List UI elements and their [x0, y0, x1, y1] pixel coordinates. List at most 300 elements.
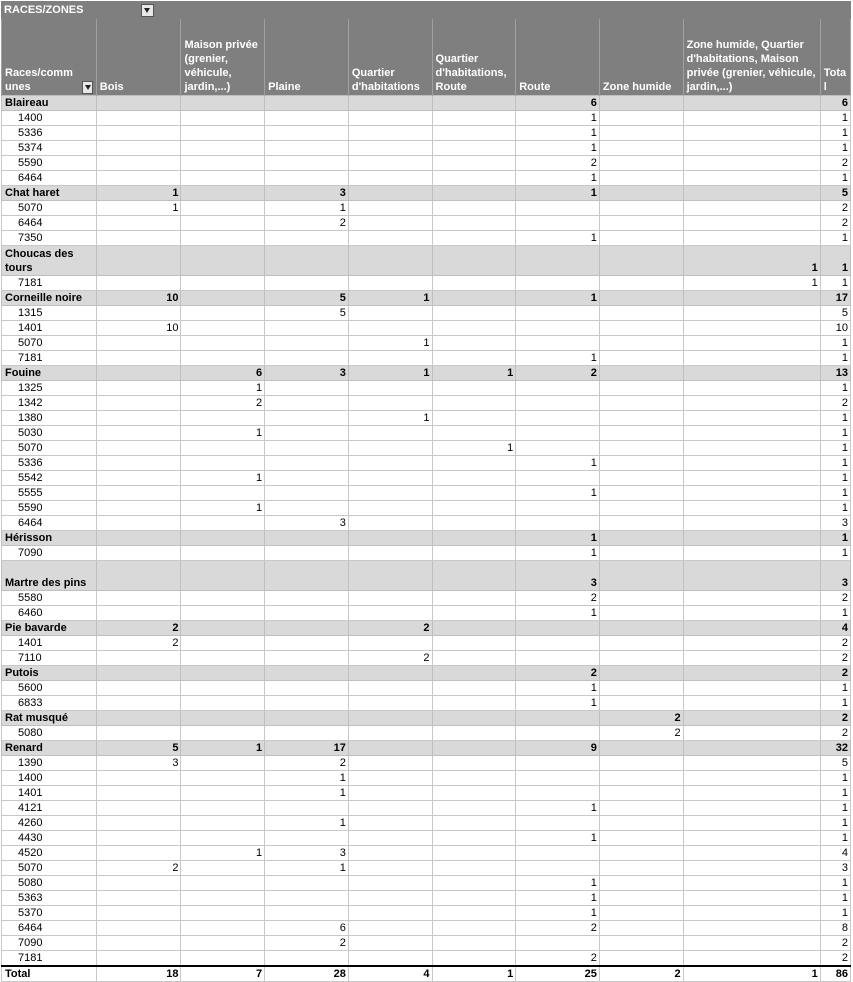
table-row: [2, 456, 851, 471]
value-cell: [432, 711, 516, 726]
table-row: [2, 861, 851, 876]
value-cell: [683, 231, 820, 246]
value-cell: [683, 291, 820, 306]
value-cell: [265, 561, 349, 591]
row-label: 5336: [2, 456, 97, 471]
value-cell: 2: [599, 726, 683, 741]
value-cell: [348, 516, 432, 531]
value-cell: [96, 441, 181, 456]
value-cell: 3: [516, 561, 600, 591]
value-cell: [265, 471, 349, 486]
value-cell: [599, 906, 683, 921]
value-cell: 9: [516, 741, 600, 756]
value-cell: 1: [820, 501, 850, 516]
value-cell: 1: [516, 486, 600, 501]
value-cell: [683, 426, 820, 441]
value-cell: [181, 171, 265, 186]
value-cell: [683, 381, 820, 396]
row-label: 5590: [2, 156, 97, 171]
value-cell: [181, 621, 265, 636]
value-cell: [683, 111, 820, 126]
value-cell: [599, 861, 683, 876]
value-cell: [683, 801, 820, 816]
value-cell: [683, 561, 820, 591]
value-cell: [432, 306, 516, 321]
value-cell: [181, 156, 265, 171]
value-cell: [181, 681, 265, 696]
value-cell: [96, 111, 181, 126]
filter-dropdown-icon[interactable]: [141, 4, 154, 17]
value-cell: [683, 321, 820, 336]
value-cell: [599, 696, 683, 711]
row-label: 5363: [2, 891, 97, 906]
value-cell: [599, 216, 683, 231]
value-cell: [432, 276, 516, 291]
row-label: Corneille noire: [2, 291, 97, 306]
value-cell: 1: [820, 546, 850, 561]
value-cell: [265, 411, 349, 426]
value-cell: [516, 711, 600, 726]
value-cell: 17: [265, 741, 349, 756]
group-row: [2, 666, 851, 681]
value-cell: [432, 471, 516, 486]
table-row: [2, 906, 851, 921]
value-cell: 1: [820, 456, 850, 471]
value-cell: [96, 726, 181, 741]
value-cell: 10: [96, 291, 181, 306]
value-cell: [181, 516, 265, 531]
value-cell: [265, 501, 349, 516]
value-cell: 1: [181, 426, 265, 441]
value-cell: [265, 696, 349, 711]
value-cell: 1: [820, 696, 850, 711]
value-cell: [516, 441, 600, 456]
row-label: 4430: [2, 831, 97, 846]
value-cell: [432, 846, 516, 861]
value-cell: 1: [516, 906, 600, 921]
value-cell: [599, 96, 683, 111]
value-cell: [96, 681, 181, 696]
value-cell: [96, 426, 181, 441]
value-cell: 2: [599, 711, 683, 726]
value-cell: 1: [683, 276, 820, 291]
value-cell: [96, 951, 181, 967]
value-cell: 2: [96, 621, 181, 636]
value-cell: [599, 231, 683, 246]
value-cell: 1: [181, 471, 265, 486]
table-row: [2, 156, 851, 171]
table-row: [2, 921, 851, 936]
value-cell: 4: [348, 966, 432, 982]
row-label: 7181: [2, 351, 97, 366]
value-cell: [516, 306, 600, 321]
value-cell: [432, 801, 516, 816]
value-cell: [265, 321, 349, 336]
value-cell: 2: [265, 936, 349, 951]
value-cell: 2: [820, 951, 850, 967]
value-cell: [181, 546, 265, 561]
value-cell: [599, 351, 683, 366]
value-cell: [348, 141, 432, 156]
value-cell: [348, 786, 432, 801]
value-cell: [96, 921, 181, 936]
value-cell: [516, 411, 600, 426]
value-cell: [432, 381, 516, 396]
value-cell: [181, 936, 265, 951]
value-cell: [683, 651, 820, 666]
value-cell: 1: [820, 771, 850, 786]
value-cell: 7: [181, 966, 265, 982]
value-cell: [599, 936, 683, 951]
value-cell: [96, 96, 181, 111]
value-cell: [683, 471, 820, 486]
value-cell: [432, 246, 516, 276]
group-row: [2, 246, 851, 276]
row-label: Chat haret: [2, 186, 97, 201]
value-cell: [432, 231, 516, 246]
value-cell: [96, 351, 181, 366]
value-cell: 4: [820, 846, 850, 861]
row-label: 5336: [2, 126, 97, 141]
value-cell: [432, 906, 516, 921]
value-cell: 1: [516, 891, 600, 906]
value-cell: [348, 231, 432, 246]
row-label: Martre des pins: [2, 561, 97, 591]
value-cell: [96, 936, 181, 951]
value-cell: [432, 186, 516, 201]
value-cell: [348, 666, 432, 681]
value-cell: [265, 681, 349, 696]
value-cell: [265, 711, 349, 726]
value-cell: [432, 501, 516, 516]
row-label: 5370: [2, 906, 97, 921]
value-cell: [96, 666, 181, 681]
group-row: [2, 96, 851, 111]
value-cell: 1: [820, 231, 850, 246]
value-cell: 17: [820, 291, 850, 306]
value-cell: [181, 861, 265, 876]
value-cell: [265, 336, 349, 351]
value-cell: [348, 186, 432, 201]
value-cell: [599, 366, 683, 381]
value-cell: [181, 951, 265, 967]
value-cell: 18: [96, 966, 181, 982]
value-cell: [348, 636, 432, 651]
group-row: [2, 531, 851, 546]
value-cell: 1: [432, 966, 516, 982]
table-row: [2, 171, 851, 186]
pivot-table: [1, 1, 851, 982]
value-cell: [599, 681, 683, 696]
value-cell: [96, 561, 181, 591]
value-cell: [181, 306, 265, 321]
value-cell: [96, 696, 181, 711]
value-cell: [432, 426, 516, 441]
value-cell: [683, 201, 820, 216]
value-cell: [432, 606, 516, 621]
table-row: [2, 651, 851, 666]
value-cell: [432, 336, 516, 351]
value-cell: [265, 801, 349, 816]
value-cell: 1: [820, 411, 850, 426]
value-cell: 1: [265, 816, 349, 831]
value-cell: [265, 126, 349, 141]
row-label: 5070: [2, 336, 97, 351]
value-cell: 1: [432, 366, 516, 381]
value-cell: [96, 396, 181, 411]
value-cell: [96, 846, 181, 861]
value-cell: [432, 456, 516, 471]
row-label: Fouine: [2, 366, 97, 381]
value-cell: [348, 756, 432, 771]
table-row: [2, 876, 851, 891]
value-cell: [599, 816, 683, 831]
value-cell: [348, 696, 432, 711]
value-cell: [265, 951, 349, 967]
value-cell: [683, 846, 820, 861]
row-label: 5542: [2, 471, 97, 486]
row-label: 1400: [2, 771, 97, 786]
value-cell: [432, 651, 516, 666]
value-cell: [683, 501, 820, 516]
row-label: 1401: [2, 786, 97, 801]
value-cell: 2: [820, 156, 850, 171]
value-cell: [265, 726, 349, 741]
value-cell: [432, 876, 516, 891]
value-cell: 10: [96, 321, 181, 336]
value-cell: 25: [516, 966, 600, 982]
value-cell: [348, 486, 432, 501]
value-cell: 1: [516, 606, 600, 621]
value-cell: [516, 816, 600, 831]
value-cell: [96, 141, 181, 156]
column-header: Route: [516, 19, 600, 96]
row-label: 1390: [2, 756, 97, 771]
value-cell: 2: [348, 621, 432, 636]
value-cell: 1: [516, 111, 600, 126]
value-cell: 3: [820, 516, 850, 531]
value-cell: 2: [348, 651, 432, 666]
value-cell: [348, 471, 432, 486]
value-cell: 2: [516, 921, 600, 936]
value-cell: [181, 696, 265, 711]
value-cell: [96, 411, 181, 426]
value-cell: [265, 141, 349, 156]
value-cell: [683, 156, 820, 171]
value-cell: [432, 126, 516, 141]
value-cell: [599, 531, 683, 546]
value-cell: [181, 141, 265, 156]
value-cell: [683, 546, 820, 561]
group-row: [2, 291, 851, 306]
table-row: [2, 216, 851, 231]
value-cell: [96, 816, 181, 831]
value-cell: 1: [265, 861, 349, 876]
value-cell: [599, 771, 683, 786]
value-cell: [181, 216, 265, 231]
value-cell: [432, 786, 516, 801]
value-cell: [599, 921, 683, 936]
value-cell: [432, 861, 516, 876]
value-cell: [683, 96, 820, 111]
table-row: [2, 831, 851, 846]
row-label: 5080: [2, 726, 97, 741]
value-cell: [599, 186, 683, 201]
value-cell: [516, 396, 600, 411]
value-cell: [516, 336, 600, 351]
filter-bar-spacer: [181, 2, 851, 19]
row-label: Rat musqué: [2, 711, 97, 726]
value-cell: [683, 591, 820, 606]
value-cell: [265, 246, 349, 276]
value-cell: [432, 591, 516, 606]
value-cell: [432, 516, 516, 531]
value-cell: [96, 381, 181, 396]
value-cell: [683, 306, 820, 321]
value-cell: [96, 126, 181, 141]
value-cell: [181, 231, 265, 246]
value-cell: [432, 921, 516, 936]
value-cell: 2: [599, 966, 683, 982]
value-cell: [683, 741, 820, 756]
value-cell: 1: [820, 891, 850, 906]
row-label: Renard: [2, 741, 97, 756]
value-cell: 2: [516, 666, 600, 681]
row-label: 6464: [2, 171, 97, 186]
value-cell: [599, 156, 683, 171]
value-cell: [599, 336, 683, 351]
value-cell: [599, 426, 683, 441]
value-cell: [683, 921, 820, 936]
value-cell: 2: [516, 951, 600, 967]
value-cell: [181, 771, 265, 786]
value-cell: 1: [432, 441, 516, 456]
value-cell: 3: [265, 846, 349, 861]
value-cell: [265, 156, 349, 171]
column-header: Quartier d'habitations: [348, 19, 432, 96]
value-cell: [96, 651, 181, 666]
table-row: [2, 936, 851, 951]
value-cell: [599, 561, 683, 591]
row-label: 1380: [2, 411, 97, 426]
value-cell: 1: [516, 231, 600, 246]
value-cell: [265, 351, 349, 366]
value-cell: [599, 291, 683, 306]
value-cell: 1: [265, 771, 349, 786]
value-cell: [181, 831, 265, 846]
value-cell: [516, 516, 600, 531]
group-row: [2, 561, 851, 591]
value-cell: 2: [820, 711, 850, 726]
value-cell: [683, 171, 820, 186]
value-cell: [348, 741, 432, 756]
value-cell: [348, 441, 432, 456]
value-cell: [516, 861, 600, 876]
value-cell: 1: [265, 201, 349, 216]
row-label: 1401: [2, 321, 97, 336]
value-cell: [348, 96, 432, 111]
value-cell: [683, 336, 820, 351]
value-cell: [181, 891, 265, 906]
value-cell: 1: [516, 171, 600, 186]
row-label: 1400: [2, 111, 97, 126]
value-cell: [181, 336, 265, 351]
table-row: [2, 846, 851, 861]
value-cell: [348, 891, 432, 906]
value-cell: [432, 771, 516, 786]
value-cell: 1: [348, 291, 432, 306]
table-row: [2, 336, 851, 351]
table-row: [2, 546, 851, 561]
value-cell: [348, 906, 432, 921]
value-cell: [516, 756, 600, 771]
value-cell: [599, 801, 683, 816]
value-cell: [348, 456, 432, 471]
value-cell: [683, 951, 820, 967]
table-row: [2, 486, 851, 501]
value-cell: [683, 906, 820, 921]
value-cell: [516, 216, 600, 231]
row-filter-dropdown-icon[interactable]: [82, 81, 92, 94]
row-label: 5580: [2, 591, 97, 606]
value-cell: [96, 156, 181, 171]
value-cell: 1: [820, 171, 850, 186]
value-cell: [348, 306, 432, 321]
value-cell: [516, 246, 600, 276]
row-header-cell[interactable]: [2, 19, 97, 96]
value-cell: [432, 111, 516, 126]
value-cell: [96, 531, 181, 546]
value-cell: 1: [820, 831, 850, 846]
value-cell: [348, 396, 432, 411]
value-cell: [599, 666, 683, 681]
table-row: [2, 396, 851, 411]
table-row: [2, 891, 851, 906]
value-cell: [265, 456, 349, 471]
value-cell: [181, 756, 265, 771]
value-cell: 1: [96, 186, 181, 201]
value-cell: 2: [820, 591, 850, 606]
value-cell: [599, 786, 683, 801]
value-cell: 1: [516, 831, 600, 846]
row-label: Choucas des tours: [2, 246, 97, 276]
value-cell: [599, 636, 683, 651]
value-cell: [683, 726, 820, 741]
value-cell: 1: [820, 126, 850, 141]
value-cell: [348, 201, 432, 216]
value-cell: [683, 891, 820, 906]
value-cell: [265, 666, 349, 681]
row-label: 4520: [2, 846, 97, 861]
row-label: 4260: [2, 816, 97, 831]
row-label: Pie bavarde: [2, 621, 97, 636]
value-cell: 1: [516, 141, 600, 156]
value-cell: [96, 906, 181, 921]
value-cell: [265, 441, 349, 456]
value-cell: [432, 696, 516, 711]
value-cell: [181, 786, 265, 801]
value-cell: [599, 441, 683, 456]
value-cell: [432, 741, 516, 756]
row-label: 1401: [2, 636, 97, 651]
value-cell: [432, 201, 516, 216]
value-cell: [265, 531, 349, 546]
table-row: [2, 591, 851, 606]
filter-cell[interactable]: [2, 2, 181, 19]
value-cell: 1: [820, 906, 850, 921]
value-cell: [181, 666, 265, 681]
value-cell: [265, 396, 349, 411]
